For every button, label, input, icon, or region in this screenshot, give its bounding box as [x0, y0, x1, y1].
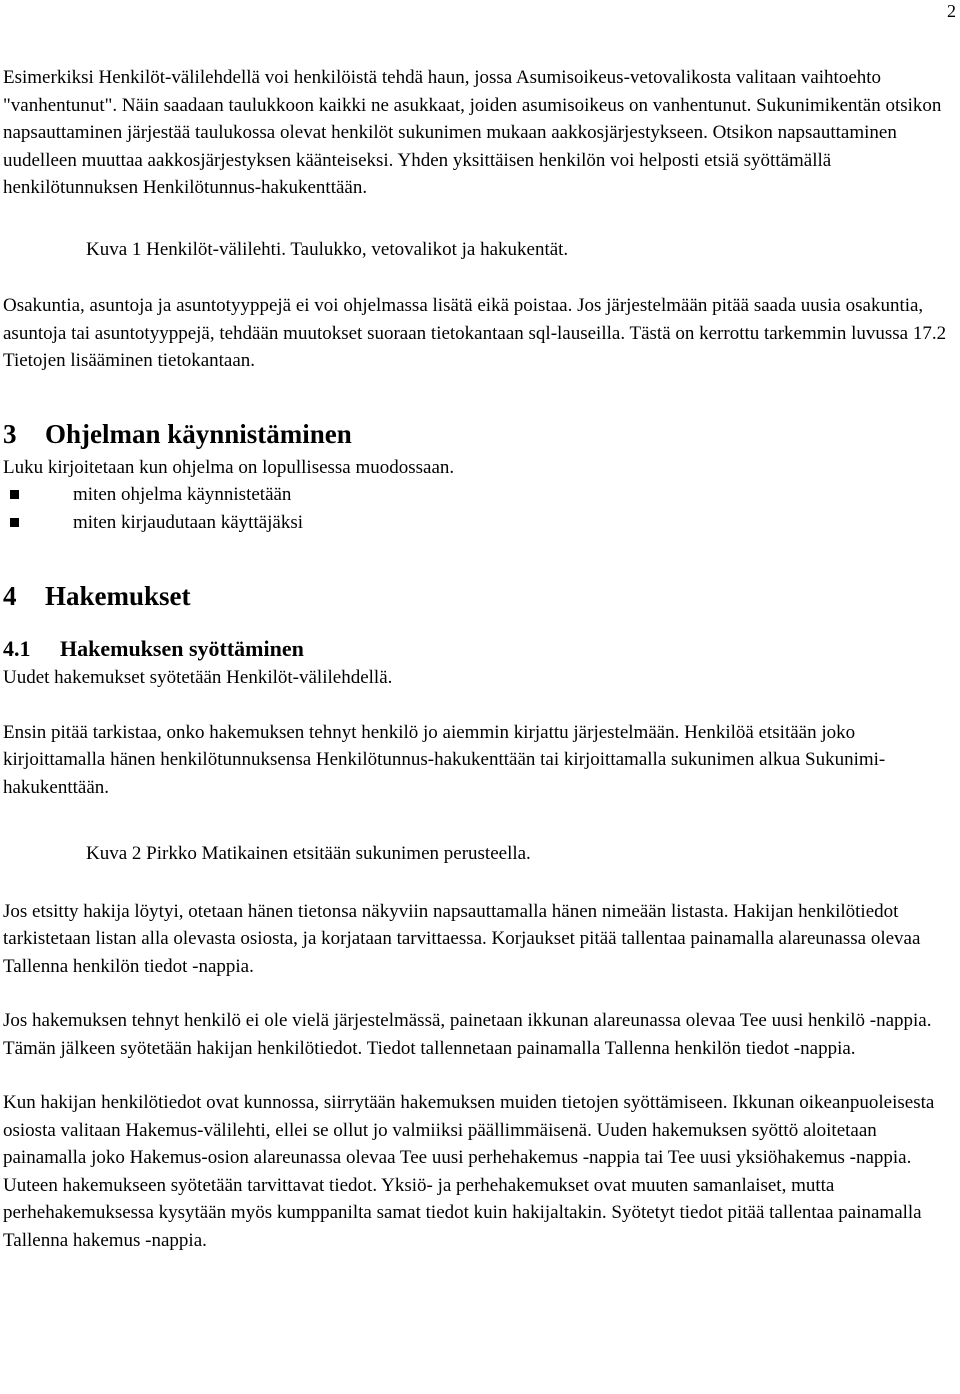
list-item	[3, 509, 955, 537]
document-body	[3, 64, 955, 1254]
intro-paragraph: Esimerkiksi Henkilöt-välilehdellä voi henkilöistä tehdä haun, jossa Asumisoikeus-vetovalikosta valitaan vaihtoehto "vanhentunut". Näin saadaan taulukkoon kaikki ne asukkaat, joiden asumisoikeus on vanhentunut. Sukunimikentän otsikon napsauttaminen järjestää taulukossa olevat henkilöt sukunimen mukaan aakkosjärjestykseen. Otsikon napsauttaminen uudelleen muuttaa aakkosjärjestyksen käänteiseksi. Yhden yksittäisen henkilön voi helposti etsiä syöttämällä henkilötunnuksen Henkilötunnus-hakukenttään.	[3, 67, 942, 198]
section-4-heading	[3, 580, 955, 612]
section-4-1-heading	[3, 634, 955, 664]
figure-1-caption: Kuva 1 Henkilöt-välilehti. Taulukko, vetovalikot ja hakukentät.	[86, 238, 569, 260]
search-paragraph: Ensin pitää tarkistaa, onko hakemuksen tehnyt henkilö jo aiemmin kirjattu järjestelmään. Henkilöä etsitään joko kirjoittamalla hänen henkilötunnuksensa Henkilötunnus-hakukenttään tai kirjoittamalla sukunimen alkua Sukunimi-hakukenttään.	[3, 721, 886, 798]
square-bullet-icon	[10, 490, 19, 499]
section-3-title: Ohjelman käynnistäminen	[45, 418, 352, 449]
section-4-1-number: 4.1	[3, 636, 31, 661]
section-4-1-intro: Uudet hakemukset syötetään Henkilöt-välilehdellä.	[3, 667, 393, 688]
found-paragraph: Jos etsitty hakija löytyi, otetaan hänen tietonsa näkyviin napsauttamalla hänen nimeään listasta. Hakijan henkilötiedot tarkistetaan listan alla olevasta osiosta, ja korjataan tarvittaessa. Korjaukset pitää tallentaa painamalla alareunassa olevaa Tallenna henkilön tiedot -nappia.	[3, 900, 921, 977]
page-number: 2	[947, 1, 956, 21]
section-3-heading	[3, 418, 955, 450]
section-4-number: 4	[3, 581, 17, 611]
section-4-title: Hakemukset	[45, 581, 191, 611]
application-paragraph: Kun hakijan henkilötiedot ovat kunnossa, siirrytään hakemuksen muiden tietojen syöttämiseen. Ikkunan oikeanpuoleisesta osiosta valitaan Hakemus-välilehti, ellei se ollut jo valmiiksi päällimmäisenä. Uuden hakemuksen syöttö aloitetaan painamalla joko Hakemus-osion alareunassa olevaa Tee uusi perhehakemus -nappia tai Tee uusi yksiöhakemus -nappia. Uuteen hakemukseen syötetään tarvittavat tiedot. Yksiö- ja perhehakemukset ovat muuten samanlaiset, mutta perhehakemuksessa kysytään myös kumppanilta samat tiedot kuin hakijaltakin. Syötetyt tiedot pitää tallentaa painamalla Tallenna hakemus -nappia.	[3, 1092, 935, 1251]
figure-2-caption: Kuva 2 Pirkko Matikainen etsitään sukunimen perusteella.	[86, 843, 531, 864]
list-item	[3, 481, 955, 509]
new-person-paragraph: Jos hakemuksen tehnyt henkilö ei ole vielä järjestelmässä, painetaan ikkunan alareunassa olevaa Tee uusi henkilö -nappia. Tämän jälkeen syötetään hakijan henkilötiedot. Tiedot tallennetaan painamalla Tallenna henkilön tiedot -nappia.	[3, 1010, 932, 1059]
section-4-1-title: Hakemuksen syöttäminen	[60, 636, 304, 661]
list-item-text: miten ohjelma käynnistetään	[73, 484, 292, 505]
osakuntia-paragraph: Osakuntia, asuntoja ja asuntotyyppejä ei voi ohjelmassa lisätä eikä poistaa. Jos järjestelmään pitää saada uusia osakuntia, asuntoja tai asuntotyyppejä, tehdään muutokset suoraan tietokantaan sql-lauseilla. Tästä on kerrottu tarkemmin luvussa 17.2 Tietojen lisääminen tietokantaan.	[3, 295, 947, 371]
list-item-text: miten kirjaudutaan käyttäjäksi	[73, 511, 304, 533]
section-3-intro: Luku kirjoitetaan kun ohjelma on lopullisessa muodossaan.	[3, 456, 455, 478]
square-bullet-icon	[10, 518, 19, 527]
section-3-number: 3	[3, 418, 17, 449]
section-3-bullet-list	[3, 481, 955, 536]
